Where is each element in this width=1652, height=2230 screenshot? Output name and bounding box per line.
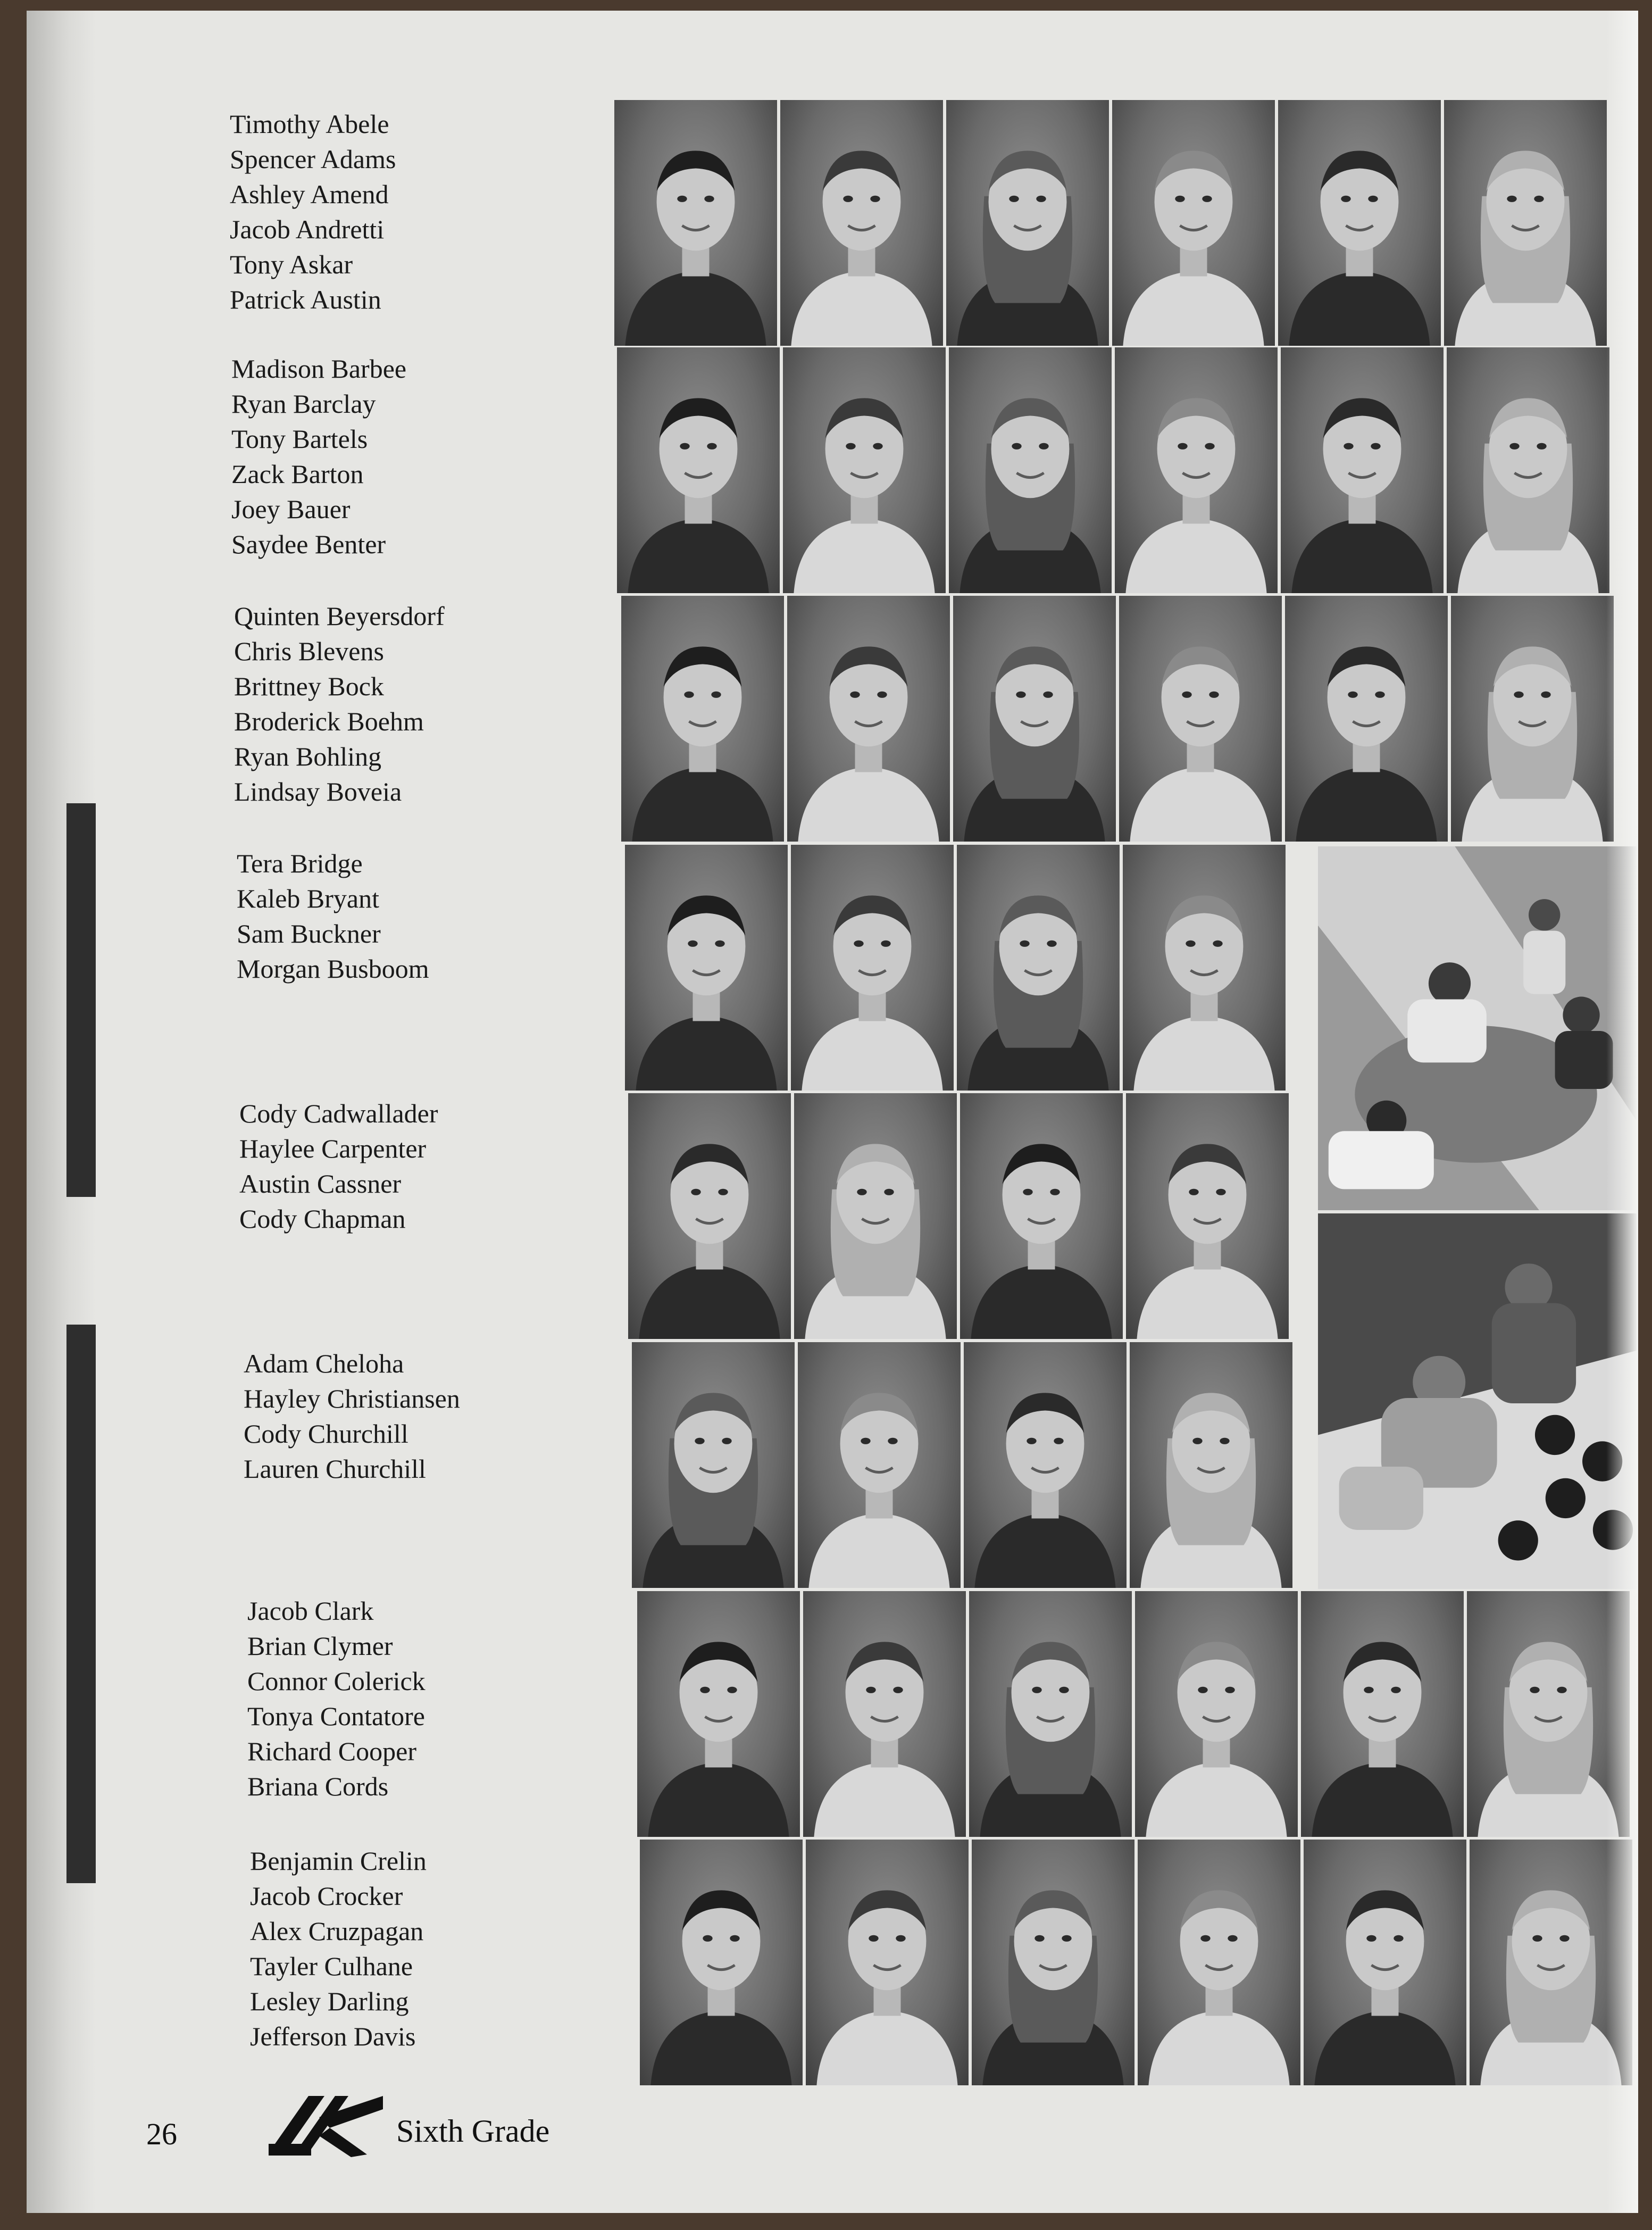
student-name: Adam Cheloha — [244, 1349, 404, 1378]
student-portrait-photo — [1449, 594, 1615, 843]
student-name: Cody Cadwallader — [239, 1099, 438, 1128]
student-name: Hayley Christiansen — [244, 1384, 460, 1413]
student-name: Lauren Churchill — [244, 1454, 426, 1484]
student-portrait-photo — [620, 594, 786, 843]
student-portrait-photo — [615, 346, 781, 595]
student-name: Jacob Clark — [247, 1596, 374, 1626]
student-name: Chris Blevens — [234, 636, 384, 666]
student-name: Sam Buckner — [237, 919, 381, 948]
section-title: Sixth Grade — [396, 2113, 550, 2149]
student-portrait-photo — [967, 1590, 1133, 1838]
student-name: Tera Bridge — [237, 848, 363, 878]
student-portrait-photo — [802, 1590, 967, 1838]
candid-photo-sand-play — [1316, 845, 1638, 1212]
student-name: Lindsay Boveia — [234, 777, 402, 806]
student-portrait-photo — [627, 1092, 792, 1341]
student-name: Saydee Benter — [231, 529, 386, 559]
student-name: Tony Bartels — [231, 424, 368, 454]
student-name: Cody Churchill — [244, 1419, 408, 1449]
student-name: Brian Clymer — [247, 1631, 393, 1661]
student-portrait-photo — [792, 1092, 958, 1341]
student-name: Brittney Bock — [234, 671, 384, 701]
student-name: Connor Colerick — [247, 1666, 425, 1696]
student-name: Ryan Barclay — [231, 389, 376, 419]
adjacent-page-photo-edge — [66, 803, 96, 1197]
student-name: Joey Bauer — [231, 494, 351, 524]
student-name: Spencer Adams — [230, 144, 396, 174]
student-name: Jacob Andretti — [230, 214, 385, 244]
student-portrait-photo — [1133, 1590, 1299, 1838]
student-name: Jacob Crocker — [250, 1881, 403, 1911]
student-portrait-photo — [1117, 594, 1283, 843]
student-portrait-photo — [1445, 346, 1611, 595]
adjacent-page-photo-edge — [66, 1325, 96, 1883]
student-portrait-photo — [1283, 594, 1449, 843]
student-portrait-photo — [1136, 1838, 1302, 2087]
student-name: Madison Barbee — [231, 354, 407, 384]
student-name: Richard Cooper — [247, 1736, 416, 1766]
student-name: Timothy Abele — [230, 109, 389, 139]
student-portrait-photo — [1276, 98, 1442, 347]
student-portrait-photo — [947, 346, 1113, 595]
student-name: Broderick Boehm — [234, 706, 424, 736]
student-name: Lesley Darling — [250, 1986, 409, 2016]
student-portrait-photo — [1124, 1092, 1290, 1341]
student-name: Zack Barton — [231, 459, 364, 489]
student-name: Haylee Carpenter — [239, 1134, 427, 1163]
student-name: Quinten Beyersdorf — [234, 601, 445, 631]
page-edge-highlight — [1606, 11, 1638, 2213]
student-portrait-photo — [1128, 1341, 1294, 1590]
student-portrait-photo — [1113, 346, 1279, 595]
student-name: Kaleb Bryant — [237, 884, 379, 913]
student-name: Patrick Austin — [230, 285, 381, 314]
student-portrait-photo — [1279, 346, 1445, 595]
student-name: Tonya Contatore — [247, 1701, 425, 1731]
student-portrait-photo — [789, 843, 955, 1092]
student-name: Jefferson Davis — [250, 2021, 416, 2051]
student-portrait-photo — [1302, 1838, 1468, 2087]
student-portrait-photo — [779, 98, 945, 347]
student-portrait-photo — [636, 1590, 802, 1838]
student-portrait-photo — [962, 1341, 1128, 1590]
student-portrait-photo — [804, 1838, 970, 2087]
student-name: Briana Cords — [247, 1771, 389, 1801]
student-portrait-photo — [970, 1838, 1136, 2087]
student-name: Tony Askar — [230, 249, 353, 279]
yearbook-page — [27, 11, 1638, 2213]
student-portrait-photo — [945, 98, 1111, 347]
page-number: 26 — [146, 2117, 177, 2151]
student-name: Austin Cassner — [239, 1169, 402, 1199]
student-name: Benjamin Crelin — [250, 1846, 427, 1876]
student-portrait-photo — [952, 594, 1117, 843]
student-name: Morgan Busboom — [237, 954, 429, 984]
student-portrait-photo — [613, 98, 779, 347]
student-portrait-photo — [955, 843, 1121, 1092]
candid-photo-twister-game — [1316, 1212, 1638, 1591]
student-portrait-photo — [1111, 98, 1276, 347]
school-logo-mark — [261, 2085, 388, 2160]
student-name: Ashley Amend — [230, 179, 389, 209]
student-portrait-photo — [796, 1341, 962, 1590]
student-name: Tayler Culhane — [250, 1951, 413, 1981]
student-name: Alex Cruzpagan — [250, 1916, 424, 1946]
student-portrait-photo — [1442, 98, 1608, 347]
student-portrait-photo — [1299, 1590, 1465, 1838]
student-portrait-photo — [623, 843, 789, 1092]
student-portrait-photo — [1121, 843, 1287, 1092]
student-portrait-photo — [630, 1341, 796, 1590]
student-portrait-photo — [638, 1838, 804, 2087]
student-name: Cody Chapman — [239, 1204, 406, 1234]
student-name: Ryan Bohling — [234, 742, 382, 771]
student-portrait-photo — [958, 1092, 1124, 1341]
student-portrait-photo — [781, 346, 947, 595]
student-portrait-photo — [786, 594, 952, 843]
